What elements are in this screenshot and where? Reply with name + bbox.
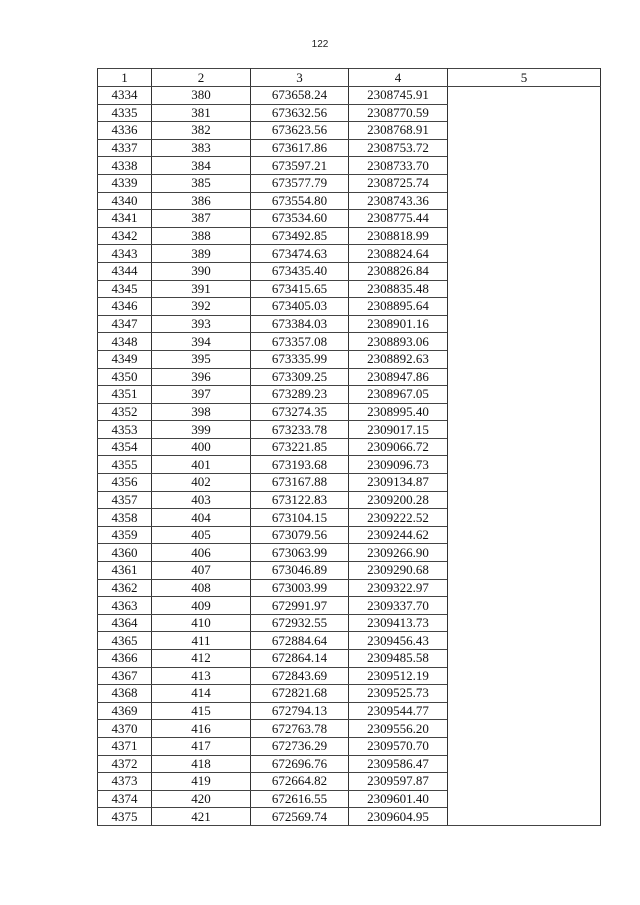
table-cell-col3: 673623.56	[251, 122, 349, 140]
table-cell-col4: 2309200.28	[349, 491, 448, 509]
table-cell-col1: 4357	[98, 491, 152, 509]
table-cell-col3: 672616.55	[251, 790, 349, 808]
table-cell-col3: 673405.03	[251, 298, 349, 316]
table-cell-col1: 4367	[98, 667, 152, 685]
table-cell-col1: 4343	[98, 245, 152, 263]
table-cell-col4: 2308745.91	[349, 87, 448, 105]
table-cell-col2: 417	[152, 737, 251, 755]
table-cell-col2: 386	[152, 192, 251, 210]
table-cell-col4: 2308901.16	[349, 315, 448, 333]
table-cell-col4: 2308995.40	[349, 403, 448, 421]
table-cell-col2: 413	[152, 667, 251, 685]
table-cell-col2: 390	[152, 262, 251, 280]
table-cell-col4: 2308770.59	[349, 104, 448, 122]
table-cell-col3: 673597.21	[251, 157, 349, 175]
table-cell-col2: 401	[152, 456, 251, 474]
table-cell-col4: 2309586.47	[349, 755, 448, 773]
table-cell-col3: 673474.63	[251, 245, 349, 263]
table-cell-col2: 400	[152, 438, 251, 456]
table-cell-col4: 2309601.40	[349, 790, 448, 808]
table-cell-col3: 672843.69	[251, 667, 349, 685]
table-cell-col4: 2309017.15	[349, 421, 448, 439]
table-cell-col2: 406	[152, 544, 251, 562]
table-cell-col4: 2308967.05	[349, 386, 448, 404]
table-cell-col3: 673617.86	[251, 139, 349, 157]
table-cell-col1: 4350	[98, 368, 152, 386]
table-cell-col2: 411	[152, 632, 251, 650]
table-cell-col2: 414	[152, 685, 251, 703]
table-cell-col1: 4351	[98, 386, 152, 404]
table-cell-col1: 4372	[98, 755, 152, 773]
table-cell-col2: 416	[152, 720, 251, 738]
table-cell-col2: 405	[152, 526, 251, 544]
table-cell-col4: 2308725.74	[349, 174, 448, 192]
table-cell-col1: 4371	[98, 737, 152, 755]
table-cell-col1: 4341	[98, 210, 152, 228]
table-cell-col5	[448, 87, 601, 826]
table-cell-col3: 673063.99	[251, 544, 349, 562]
table-cell-col4: 2309556.20	[349, 720, 448, 738]
table-cell-col1: 4356	[98, 474, 152, 492]
table-cell-col2: 412	[152, 650, 251, 668]
table-cell-col3: 672763.78	[251, 720, 349, 738]
table-cell-col3: 673289.23	[251, 386, 349, 404]
table-cell-col4: 2308753.72	[349, 139, 448, 157]
table-cell-col1: 4362	[98, 579, 152, 597]
table-cell-col2: 404	[152, 509, 251, 527]
table-cell-col4: 2309266.90	[349, 544, 448, 562]
table-cell-col2: 384	[152, 157, 251, 175]
column-header-1: 1	[98, 69, 152, 87]
table-cell-col2: 419	[152, 773, 251, 791]
table-cell-col3: 672664.82	[251, 773, 349, 791]
table-cell-col1: 4365	[98, 632, 152, 650]
table-cell-col3: 672569.74	[251, 808, 349, 826]
table-cell-col2: 387	[152, 210, 251, 228]
table-cell-col4: 2309337.70	[349, 597, 448, 615]
table-cell-col3: 673335.99	[251, 350, 349, 368]
table-cell-col3: 672864.14	[251, 650, 349, 668]
table-cell-col2: 395	[152, 350, 251, 368]
table-cell-col1: 4344	[98, 262, 152, 280]
table-cell-col3: 673274.35	[251, 403, 349, 421]
table-cell-col2: 415	[152, 702, 251, 720]
table-cell-col2: 380	[152, 87, 251, 105]
table-cell-col3: 673104.15	[251, 509, 349, 527]
table-cell-col4: 2309544.77	[349, 702, 448, 720]
table-cell-col3: 673415.65	[251, 280, 349, 298]
table-cell-col2: 381	[152, 104, 251, 122]
table-cell-col3: 672884.64	[251, 632, 349, 650]
table-cell-col4: 2308768.91	[349, 122, 448, 140]
table-cell-col2: 397	[152, 386, 251, 404]
table-cell-col1: 4373	[98, 773, 152, 791]
table-cell-col4: 2308892.63	[349, 350, 448, 368]
table-cell-col3: 673554.80	[251, 192, 349, 210]
table-cell-col3: 673193.68	[251, 456, 349, 474]
table-cell-col1: 4355	[98, 456, 152, 474]
table-cell-col3: 672932.55	[251, 614, 349, 632]
table-cell-col2: 385	[152, 174, 251, 192]
table-cell-col1: 4361	[98, 562, 152, 580]
table-cell-col3: 673492.85	[251, 227, 349, 245]
table-cell-col1: 4347	[98, 315, 152, 333]
table-cell-col1: 4336	[98, 122, 152, 140]
table-cell-col4: 2309290.68	[349, 562, 448, 580]
table-cell-col1: 4339	[98, 174, 152, 192]
table-cell-col1: 4348	[98, 333, 152, 351]
table-cell-col1: 4349	[98, 350, 152, 368]
table-cell-col4: 2308818.99	[349, 227, 448, 245]
table-cell-col2: 393	[152, 315, 251, 333]
table-cell-col2: 418	[152, 755, 251, 773]
table-cell-col3: 672991.97	[251, 597, 349, 615]
table-cell-col4: 2308835.48	[349, 280, 448, 298]
table-cell-col4: 2308775.44	[349, 210, 448, 228]
table-cell-col4: 2309244.62	[349, 526, 448, 544]
table-cell-col3: 673632.56	[251, 104, 349, 122]
table-cell-col3: 673577.79	[251, 174, 349, 192]
table-cell-col4: 2309322.97	[349, 579, 448, 597]
table-cell-col2: 409	[152, 597, 251, 615]
table-cell-col2: 382	[152, 122, 251, 140]
column-header-3: 3	[251, 69, 349, 87]
table-cell-col3: 672794.13	[251, 702, 349, 720]
table-cell-col3: 673658.24	[251, 87, 349, 105]
table-cell-col4: 2309485.58	[349, 650, 448, 668]
table-cell-col3: 673309.25	[251, 368, 349, 386]
table-cell-col1: 4345	[98, 280, 152, 298]
table-cell-col3: 673233.78	[251, 421, 349, 439]
coordinates-table	[97, 68, 601, 826]
table-cell-col3: 673167.88	[251, 474, 349, 492]
table-cell-col4: 2309597.87	[349, 773, 448, 791]
table-cell-col1: 4359	[98, 526, 152, 544]
table-cell-col2: 394	[152, 333, 251, 351]
table-cell-col1: 4366	[98, 650, 152, 668]
table-cell-col3: 673046.89	[251, 562, 349, 580]
table-cell-col1: 4368	[98, 685, 152, 703]
table-cell-col4: 2309512.19	[349, 667, 448, 685]
table-cell-col4: 2309570.70	[349, 737, 448, 755]
column-header-2: 2	[152, 69, 251, 87]
table-cell-col2: 407	[152, 562, 251, 580]
table-cell-col1: 4335	[98, 104, 152, 122]
table-cell-col1: 4342	[98, 227, 152, 245]
table-cell-col1: 4354	[98, 438, 152, 456]
table-body	[98, 87, 601, 826]
table-cell-col1: 4346	[98, 298, 152, 316]
table-cell-col4: 2308895.64	[349, 298, 448, 316]
table-cell-col1: 4364	[98, 614, 152, 632]
table-cell-col3: 673122.83	[251, 491, 349, 509]
table-cell-col4: 2309134.87	[349, 474, 448, 492]
table-header-row	[98, 69, 601, 87]
table-cell-col1: 4369	[98, 702, 152, 720]
table-cell-col3: 673534.60	[251, 210, 349, 228]
table-cell-col4: 2309222.52	[349, 509, 448, 527]
table-cell-col3: 673079.56	[251, 526, 349, 544]
table-cell-col1: 4352	[98, 403, 152, 421]
table-cell-col4: 2309413.73	[349, 614, 448, 632]
table-cell-col2: 421	[152, 808, 251, 826]
table-cell-col2: 398	[152, 403, 251, 421]
table-cell-col1: 4340	[98, 192, 152, 210]
table-cell-col4: 2309525.73	[349, 685, 448, 703]
table-row	[98, 87, 601, 105]
table-cell-col3: 673435.40	[251, 262, 349, 280]
table-cell-col1: 4358	[98, 509, 152, 527]
table-cell-col3: 672736.29	[251, 737, 349, 755]
table-cell-col3: 673357.08	[251, 333, 349, 351]
table-cell-col2: 388	[152, 227, 251, 245]
table-cell-col2: 391	[152, 280, 251, 298]
table-cell-col3: 672696.76	[251, 755, 349, 773]
table-cell-col3: 673384.03	[251, 315, 349, 333]
table-cell-col2: 402	[152, 474, 251, 492]
table-cell-col3: 672821.68	[251, 685, 349, 703]
table-cell-col1: 4375	[98, 808, 152, 826]
table-cell-col2: 383	[152, 139, 251, 157]
table-cell-col2: 399	[152, 421, 251, 439]
table-cell-col2: 392	[152, 298, 251, 316]
table-cell-col2: 396	[152, 368, 251, 386]
table-cell-col4: 2308824.64	[349, 245, 448, 263]
table-cell-col1: 4337	[98, 139, 152, 157]
column-header-4: 4	[349, 69, 448, 87]
table-cell-col2: 389	[152, 245, 251, 263]
table-cell-col4: 2309604.95	[349, 808, 448, 826]
table-cell-col1: 4363	[98, 597, 152, 615]
table-cell-col1: 4374	[98, 790, 152, 808]
table-cell-col1: 4338	[98, 157, 152, 175]
table-cell-col2: 403	[152, 491, 251, 509]
table-cell-col2: 410	[152, 614, 251, 632]
column-header-5: 5	[448, 69, 601, 87]
table-cell-col4: 2308947.86	[349, 368, 448, 386]
table-cell-col1: 4334	[98, 87, 152, 105]
table-cell-col4: 2309066.72	[349, 438, 448, 456]
table-cell-col4: 2308826.84	[349, 262, 448, 280]
table-cell-col4: 2309096.73	[349, 456, 448, 474]
table-cell-col1: 4360	[98, 544, 152, 562]
table-cell-col4: 2309456.43	[349, 632, 448, 650]
table-cell-col4: 2308743.36	[349, 192, 448, 210]
table-cell-col4: 2308893.06	[349, 333, 448, 351]
table-cell-col3: 673003.99	[251, 579, 349, 597]
table-cell-col1: 4370	[98, 720, 152, 738]
table-cell-col1: 4353	[98, 421, 152, 439]
table-cell-col4: 2308733.70	[349, 157, 448, 175]
table-cell-col2: 420	[152, 790, 251, 808]
table-cell-col2: 408	[152, 579, 251, 597]
table-cell-col3: 673221.85	[251, 438, 349, 456]
page-number: 122	[311, 39, 329, 50]
